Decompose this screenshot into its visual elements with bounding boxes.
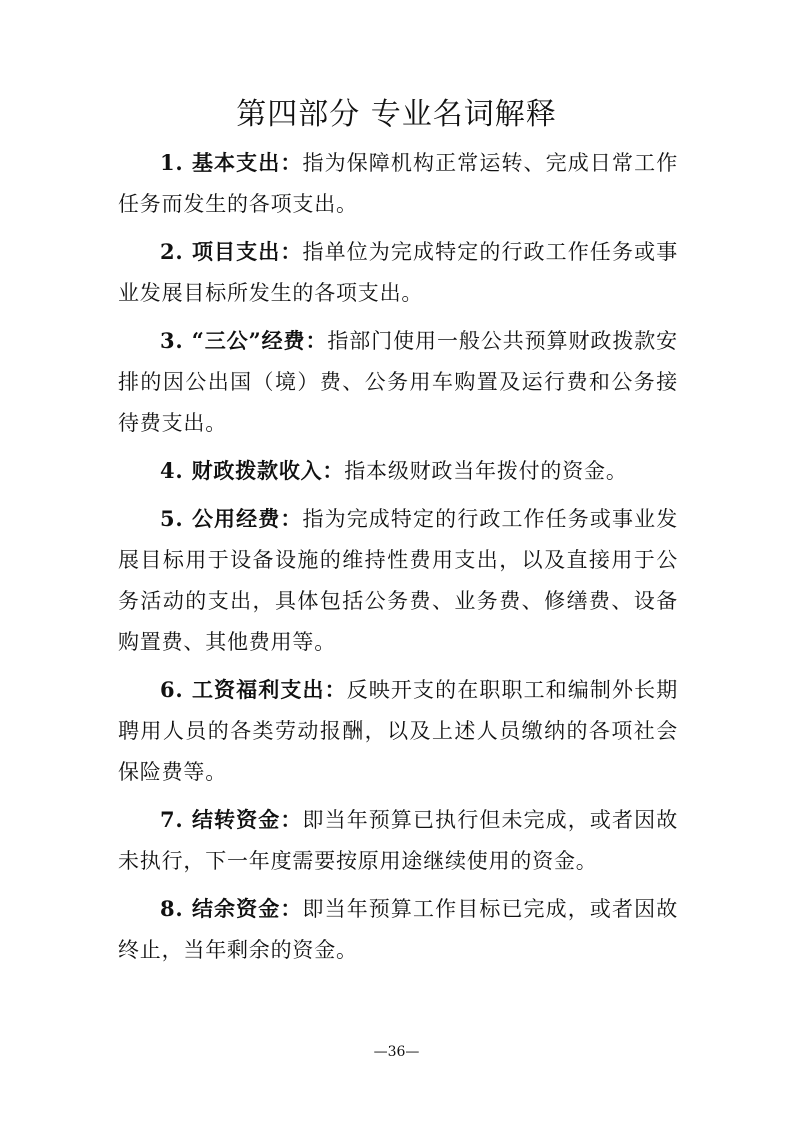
page-title: 第四部分 专业名词解释 xyxy=(236,97,557,132)
term-item xyxy=(118,231,678,314)
term-heading: 3. “三公”经费： xyxy=(160,328,328,353)
term-definition: 指单位为完成特定的行政工作任务或事业发展目标所发生的各项支出。 xyxy=(118,240,678,305)
term-heading: 7. 结转资金： xyxy=(160,807,303,832)
term-definition: 指部门使用一般公共预算财政拨款安排的因公出国（境）费、公务用车购置及运行费和公务接待费支出。 xyxy=(118,329,678,435)
term-heading: 8. 结余资金： xyxy=(160,896,303,921)
terms-list xyxy=(118,142,678,977)
term-heading: 2. 项目支出： xyxy=(160,239,303,264)
term-definition: 指本级财政当年拨付的资金。 xyxy=(344,459,628,483)
term-definition: 指为保障机构正常运转、完成日常工作任务而发生的各项支出。 xyxy=(118,151,678,216)
term-item xyxy=(118,450,678,492)
term-item xyxy=(118,669,678,793)
term-definition: 即当年预算工作目标已完成，或者因故终止，当年剩余的资金。 xyxy=(118,897,678,962)
term-heading: 6. 工资福利支出： xyxy=(160,677,347,702)
term-definition: 指为完成特定的行政工作任务或事业发展目标用于设备设施的维持性费用支出，以及直接用于公务活动的支出，具体包括公务费、业务费、修缮费、设备购置费、其他费用等。 xyxy=(118,507,678,654)
term-item xyxy=(118,498,678,663)
term-item xyxy=(118,799,678,882)
term-heading: 4. 财政拨款收入： xyxy=(160,458,345,483)
term-definition: 反映开支的在职职工和编制外长期聘用人员的各类劳动报酬，以及上述人员缴纳的各项社会保险费等。 xyxy=(118,678,679,784)
page-number: —36— xyxy=(373,1044,420,1060)
term-item xyxy=(118,888,678,971)
term-definition: 即当年预算已执行但未完成，或者因故未执行，下一年度需要按原用途继续使用的资金。 xyxy=(118,808,678,873)
term-item xyxy=(118,320,678,444)
term-item xyxy=(118,142,678,225)
term-heading: 5. 公用经费： xyxy=(160,506,303,531)
term-heading: 1. 基本支出： xyxy=(160,150,303,175)
